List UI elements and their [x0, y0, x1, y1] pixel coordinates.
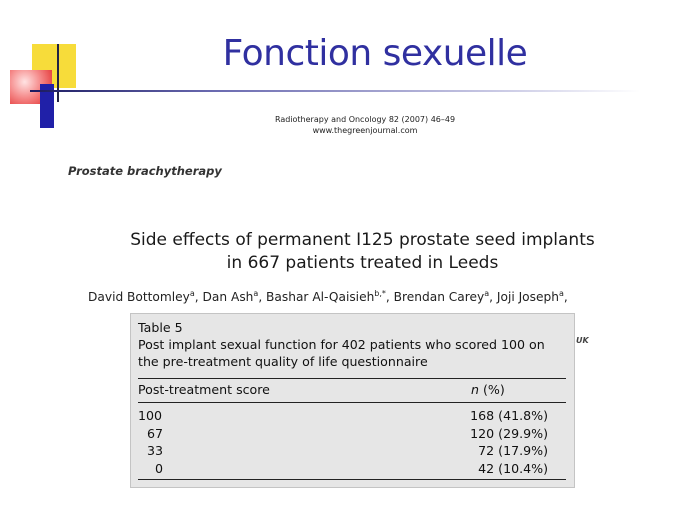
table-rule-header	[138, 402, 566, 403]
author-name: , Joji Joseph	[489, 290, 559, 305]
journal-reference	[250, 114, 480, 136]
score-cell: 0	[155, 460, 164, 476]
table-caption	[138, 319, 568, 370]
author-affiliation: a	[189, 289, 195, 298]
table-caption-line-2: the pre-treatment quality of life questionnaire	[138, 354, 428, 369]
author-name: , Bashar Al-Qaisieh	[258, 290, 375, 305]
author-name: , Brendan Carey	[385, 290, 485, 305]
results-table	[130, 313, 575, 488]
table-rule-top	[138, 378, 566, 379]
article-title-line-1: Side effects of permanent I125 prostate seed implants	[130, 230, 595, 250]
column-header-score: Post-treatment score	[138, 382, 270, 397]
table-caption-line-1: Post implant sexual function for 402 patients who scored 100 on	[138, 337, 545, 352]
score-cell: 67	[147, 425, 164, 441]
column-header-n-symbol: n	[471, 382, 479, 397]
author-affiliation: b,*	[374, 289, 386, 298]
journal-citation: Radiotherapy and Oncology 82 (2007) 46–49	[274, 115, 456, 124]
table-rule-bottom	[138, 479, 566, 480]
count-cell: 72 (17.9%)	[478, 443, 548, 458]
count-cell: 120 (29.9%)	[470, 425, 548, 441]
article-title	[95, 229, 630, 275]
author-list-tail: ,	[563, 290, 568, 305]
column-header-n: n (%)	[471, 382, 505, 397]
table-row	[138, 460, 548, 478]
author-name: David Bottomley	[88, 290, 190, 305]
count-cell: 168 (41.8%)	[470, 408, 548, 423]
author-affiliation: a	[558, 289, 564, 298]
section-label: Prostate brachytherapy	[68, 164, 222, 178]
slide-title: Fonction sexuelle	[222, 33, 528, 74]
decor-horizontal-line	[30, 90, 640, 92]
article-title-line-2: in 667 patients treated in Leeds	[226, 253, 499, 273]
decor-vertical-line	[57, 44, 59, 102]
score-cell: 33	[147, 443, 164, 458]
count-cell: 42 (10.4%)	[478, 460, 548, 476]
table-number: Table 5	[138, 320, 183, 335]
author-name: , Dan Ash	[194, 290, 254, 305]
author-list	[88, 289, 568, 304]
table-row	[138, 425, 548, 443]
table-row	[138, 407, 548, 425]
score-cell: 100	[138, 408, 163, 423]
table-row	[138, 442, 548, 460]
author-affiliation: a	[484, 289, 490, 298]
author-affiliation: a	[253, 289, 259, 298]
table-body	[138, 407, 548, 477]
affiliation-fragment: UK	[576, 336, 589, 345]
journal-website: www.thegreenjournal.com	[312, 126, 418, 135]
